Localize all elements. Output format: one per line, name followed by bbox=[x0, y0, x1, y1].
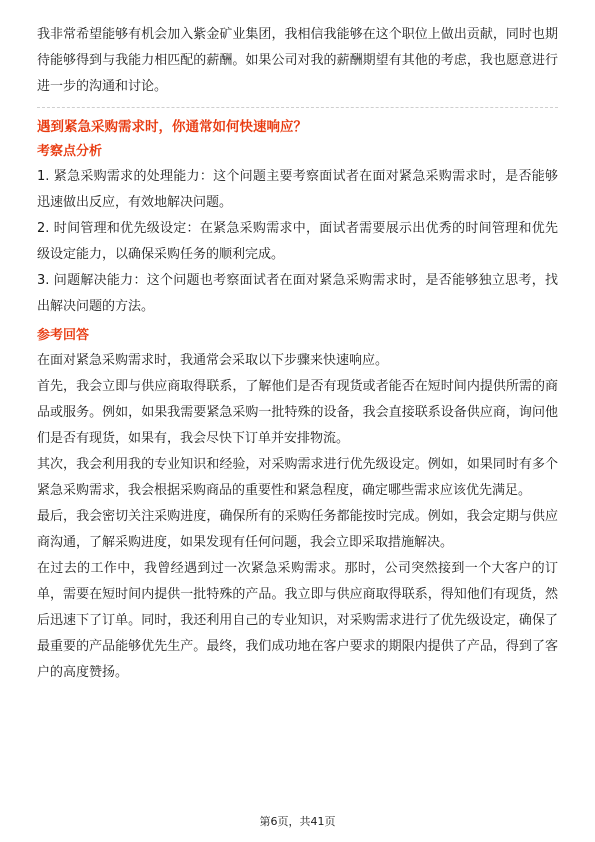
analysis-item-2: 2. 时间管理和优先级设定：在紧急采购需求中，面试者需要展示出优秀的时间管理和优先级设定能力，以确保采购任务的顺利完成。 bbox=[37, 221, 558, 262]
answer-paragraph-1: 在面对紧急采购需求时，我通常会采取以下步骤来快速响应。 bbox=[37, 353, 389, 368]
answer-paragraph-3: 其次，我会利用我的专业知识和经验，对采购需求进行优先级设定。例如，如果同时有多个紧急采购需求，我会根据采购商品的重要性和紧急程度，确定哪些需求应该优先满足。 bbox=[37, 457, 558, 498]
intro-paragraph: 我非常希望能够有机会加入紫金矿业集团，我相信我能够在这个职位上做出贡献，同时也期待能够得到与我能力相匹配的薪酬。如果公司对我的薪酬期望有其他的考虑，我也愿意进行进一步的沟通和讨论。 bbox=[37, 27, 558, 94]
answer-paragraph-4: 最后，我会密切关注采购进度，确保所有的采购任务都能按时完成。例如，我会定期与供应商沟通，了解采购进度，如果发现有任何问题，我会立即采取措施解决。 bbox=[37, 509, 558, 550]
analysis-title: 考察点分析 bbox=[37, 144, 103, 159]
section-divider bbox=[37, 107, 558, 108]
answer-title: 参考回答 bbox=[37, 328, 90, 343]
page-content bbox=[37, 22, 558, 686]
answer-paragraph-2: 首先，我会立即与供应商取得联系，了解他们是否有现货或者能否在短时间内提供所需的商品或服务。例如，如果我需要紧急采购一批特殊的设备，我会直接联系设备供应商，询问他们是否有现货，如果有，我会尽快下订单并安排物流。 bbox=[37, 379, 558, 446]
question-heading: 遇到紧急采购需求时，你通常如何快速响应？ bbox=[37, 119, 307, 135]
answer-paragraph-5: 在过去的工作中，我曾经遇到过一次紧急采购需求。那时，公司突然接到一个大客户的订单，需要在短时间内提供一批特殊的产品。我立即与供应商取得联系，得知他们有现货，然后迅速下了订单。同时，我还利用自己的专业知识，对采购需求进行了优先级设定，确保了最重要的产品能够优先生产。最终，我们成功地在客户要求的期限内提供了产品，得到了客户的高度赞扬。 bbox=[37, 561, 558, 680]
page-number: 第6页，共41页 bbox=[259, 815, 336, 828]
analysis-item-1: 1. 紧急采购需求的处理能力：这个问题主要考察面试者在面对紧急采购需求时，是否能够迅速做出反应，有效地解决问题。 bbox=[37, 169, 558, 210]
analysis-item-3: 3. 问题解决能力：这个问题也考察面试者在面对紧急采购需求时，是否能够独立思考，找出解决问题的方法。 bbox=[37, 273, 558, 314]
